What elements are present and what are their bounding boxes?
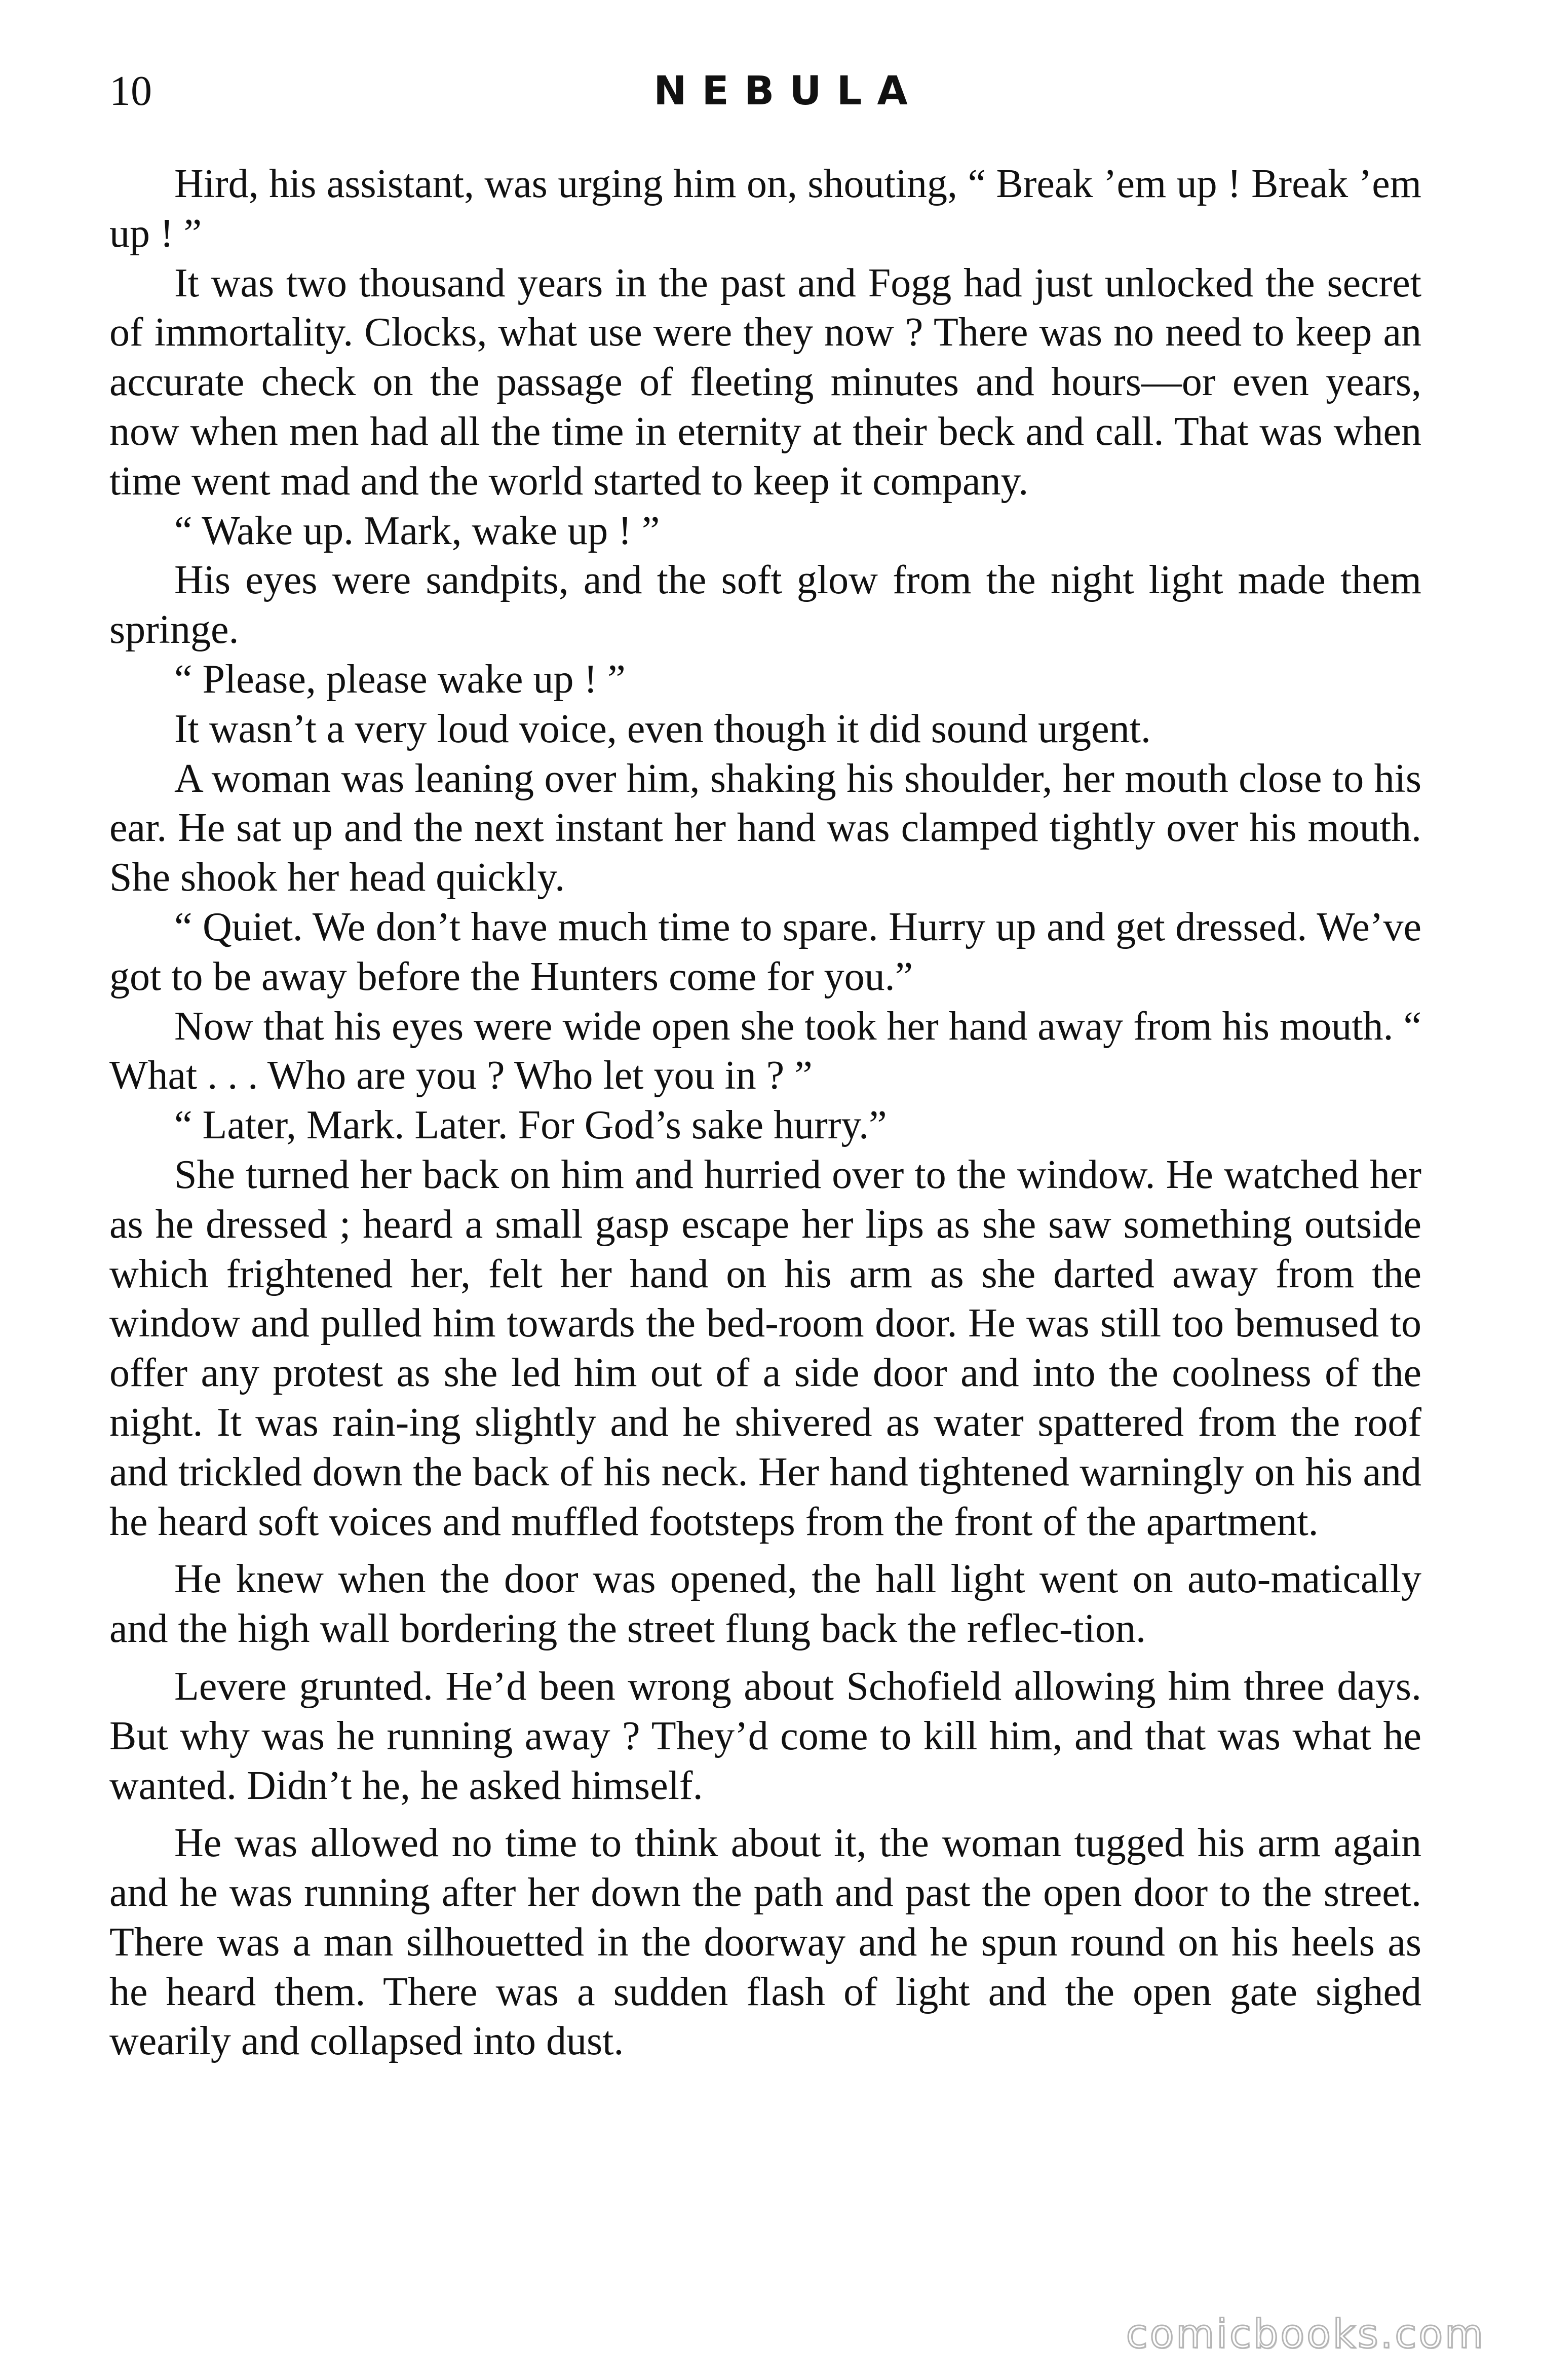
paragraph: A woman was leaning over him, shaking his shoulder, her mouth close to his ear. He sat up and the next instant her hand was clamped tightly over his mouth. She shook her head quickly. xyxy=(109,756,1421,900)
paragraph: Levere grunted. He’d been wrong about Schofield allowing him three days. But why was he running away ? They’d come to kill him, and that was what he wanted. Didn’t he, he asked himself. xyxy=(109,1664,1421,1808)
paragraph: It wasn’t a very loud voice, even though it did sound urgent. xyxy=(174,706,1151,751)
watermark: comicbooks.com xyxy=(1126,2312,1485,2357)
paragraph: “ Please, please wake up ! ” xyxy=(174,657,626,702)
paragraph: She turned her back on him and hurried over to the window. He watched her as he dressed ; heard a small gasp escape her lips as she saw something outside which frightened her, felt her hand on his arm as she darted away from the window and pulled him towards the bed-room door. He was still too bemused to offer any protest as she led him out of a side door and into the coolness of the night. It was rain-ing slightly and he shivered as water spattered from the roof and trickled down the back of his neck. Her hand tightened warningly on his and he heard soft voices and muffled footsteps from the front of the apartment. xyxy=(109,1152,1421,1544)
paragraph: He knew when the door was opened, the hall light went on auto-matically and the high wall bordering the street flung back the reflec-tion. xyxy=(109,1557,1421,1652)
paragraph: His eyes were sandpits, and the soft glow from the night light made them springe. xyxy=(109,558,1421,652)
paragraph: “ Quiet. We don’t have much time to spare. Hurry up and get dressed. We’ve got to be away before the Hunters come for you.” xyxy=(109,904,1421,999)
paragraph: He was allowed no time to think about it, the woman tugged his arm again and he was running after her down the path and past the open door to the street. There was a man silhouetted in the doorway and he spun round on his heels as he heard them. There was a sudden flash of light and the open gate sighed wearily and collapsed into dust. xyxy=(109,1821,1421,2064)
paragraph: Hird, his assistant, was urging him on, shouting, “ Break ’em up ! Break ’em up ! ” xyxy=(109,162,1421,256)
body-text xyxy=(109,160,1421,2066)
running-title: NEBULA xyxy=(653,68,923,114)
paragraph: Now that his eyes were wide open she took her hand away from his mouth. “ What . . . Who are you ? Who let you in ? ” xyxy=(109,1004,1421,1098)
paragraph: “ Later, Mark. Later. For God’s sake hurry.” xyxy=(174,1103,887,1148)
paragraph: “ Wake up. Mark, wake up ! ” xyxy=(174,508,660,553)
page-header xyxy=(109,63,1421,119)
page-number: 10 xyxy=(109,67,152,114)
paragraph: It was two thousand years in the past and Fogg had just unlocked the secret of immortality. Clocks, what use were they now ? There was no need to keep an accurate check on the passage of fleeting minutes and hours—or even years, now when men had all the time in eternity at their beck and call. That was when time went mad and the world started to keep it company. xyxy=(109,260,1421,504)
